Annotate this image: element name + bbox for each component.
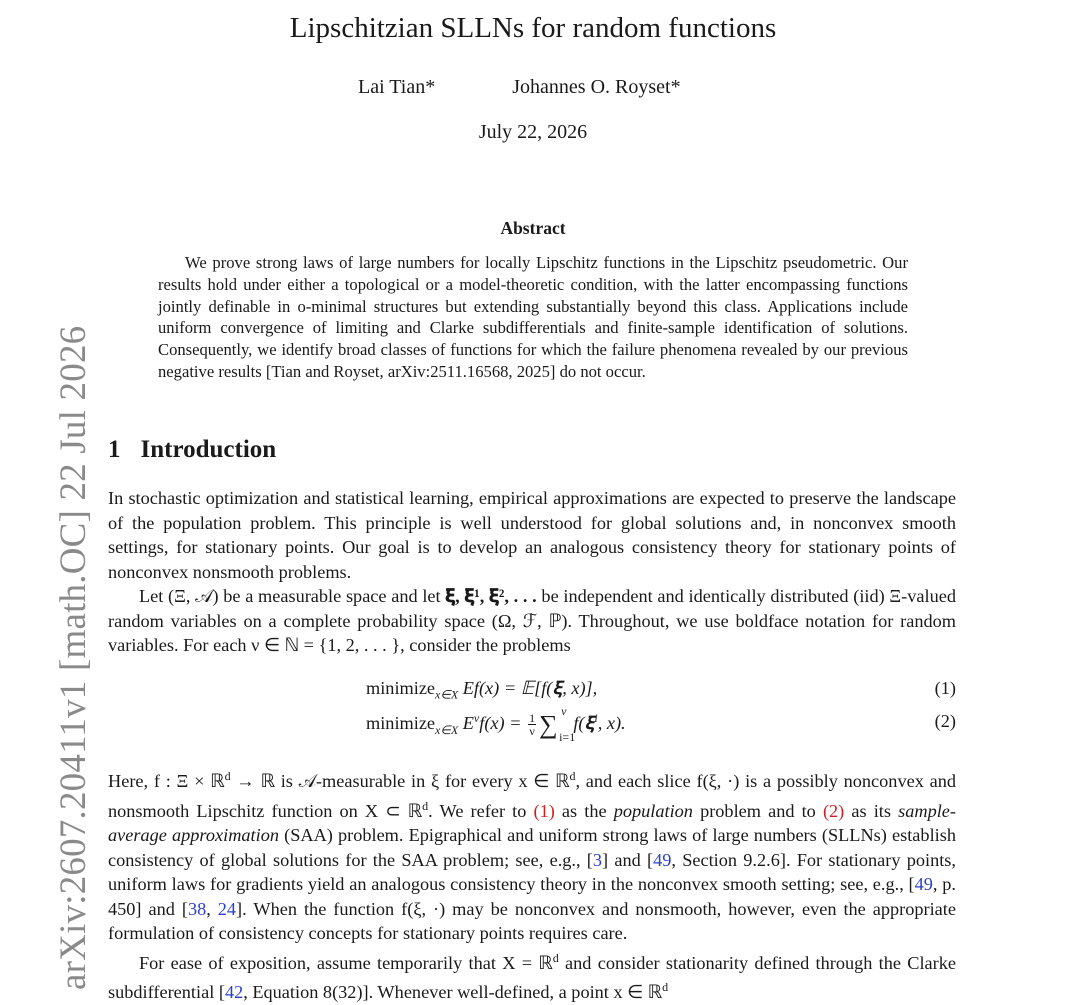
abstract-heading: Abstract xyxy=(500,218,566,238)
author-name: Johannes O. Royset* xyxy=(512,76,681,98)
author-name: Lai Tian* xyxy=(358,76,436,98)
arxiv-identifier: arXiv:2607.20411v1 [math.OC] 22 Jul 2026 xyxy=(53,325,94,990)
section-heading xyxy=(108,436,276,464)
citation-link[interactable]: 3 xyxy=(592,849,603,870)
equation-number: (2) xyxy=(934,711,956,731)
citation-link[interactable]: 42 xyxy=(224,982,244,1003)
paragraph: Let (Ξ, 𝒜) be a measurable space and let 𝛏, 𝛏¹, 𝛏², . . . be independent and identically distributed (iid) Ξ-valued random variables on a complete probability space (Ω, ℱ, ℙ). Throughout, we use boldface notation for random variables. For each ν ∈ ℕ = {1, 2, . . . }, consider the problems xyxy=(108,586,957,655)
citation-link[interactable]: 49 xyxy=(653,849,672,870)
intro-body-continued xyxy=(108,764,956,1005)
citation-link[interactable]: 24 xyxy=(217,898,237,919)
paragraph: Here, f : Ξ × ℝ$^d$ → ℝ is 𝒜-measurable in ξ for every x ∈ ℝ$^d$, and each slice f(ξ, ·) is a possibly nonconvex and nonsmooth Lipschitz function on X ⊂ ℝ$^d$. We refer to (1) as the population problem and to (2) as its sample-average approximation (SAA) problem. Epigraphical and uniform strong laws of large numbers (SLLNs) establish consistency of global solutions for the SAA problem; see, e.g., [3] and [49, Section 9.2.6]. For stationary points, uniform laws for gradients yield an analogous consistency theory in the nonconvex smooth setting; see, e.g., [49, p. 450] and [38, 24]. When the function f(ξ, ·) may be nonconvex and nonsmooth, however, even the appropriate formulation of consistency concepts for stationary points requires care. xyxy=(108,769,957,944)
intro-body xyxy=(108,486,956,658)
equation-link[interactable]: (2) xyxy=(822,800,845,821)
paper-title: Lipschitzian SLLNs for random functions xyxy=(289,12,777,44)
summation-symbol: ∑ ν i=1 xyxy=(539,703,576,744)
section-number: 1 xyxy=(108,436,121,463)
abstract-text: We prove strong laws of large numbers for locally Lipschitz functions in the Lipschitz pseudometric. Our results hold under either a topological or a model-theoretic condition, with the latter encompassing functions jointly definable in o-minimal structures but extending substantially beyond this class. Applications include uniform convergence of limiting and Clarke subdifferentials and finite-sample identification of solutions. Consequently, we identify broad classes of functions for which the failure phenomena revealed by our previous negative results [Tian and Royset, arXiv:2511.16568, 2025] do not occur. xyxy=(158,253,908,381)
random-variables: 𝛏, 𝛏¹, 𝛏², . . . xyxy=(445,586,537,606)
fraction: $\frac{1}{\nu}$ xyxy=(529,711,536,739)
equation-expression: minimize$_{x\in X}$ Ef(x) = 𝔼[f(𝛏, x)], xyxy=(366,678,598,702)
section-title: Introduction xyxy=(140,436,277,463)
paragraph: In stochastic optimization and statistical learning, empirical approximations are expected to preserve the landscape of the population problem. This principle is well understood for global solutions and, in nonconvex smooth settings, for stationary points. Our goal is to develop an analogous consistency theory for stationary points of nonconvex nonsmooth problems. xyxy=(108,488,956,582)
arxiv-side-stamp xyxy=(8,320,94,990)
author-list xyxy=(358,76,681,99)
equation-number: (1) xyxy=(934,678,956,698)
paper-date: July 22, 2026 xyxy=(478,121,588,143)
abstract-body xyxy=(158,252,908,383)
paragraph: For ease of exposition, assume temporarily that X = ℝ$^d$ and consider stationarity defined through the Clarke subdifferential [42, Equation 8(32)]. Whenever well-defined, a point x ∈ ℝ$^d$ xyxy=(108,950,956,1003)
citation-link[interactable]: 49 xyxy=(914,874,933,895)
equation-expression: minimize$_{x\in X}$ $E^\nu f(x)$ = $\frac{1}{\nu}$ ∑ ν i=1 f(𝛏$^i$, x). xyxy=(366,703,626,744)
citation-link[interactable]: 38 xyxy=(187,898,207,919)
equation-link[interactable]: (1) xyxy=(533,800,555,821)
